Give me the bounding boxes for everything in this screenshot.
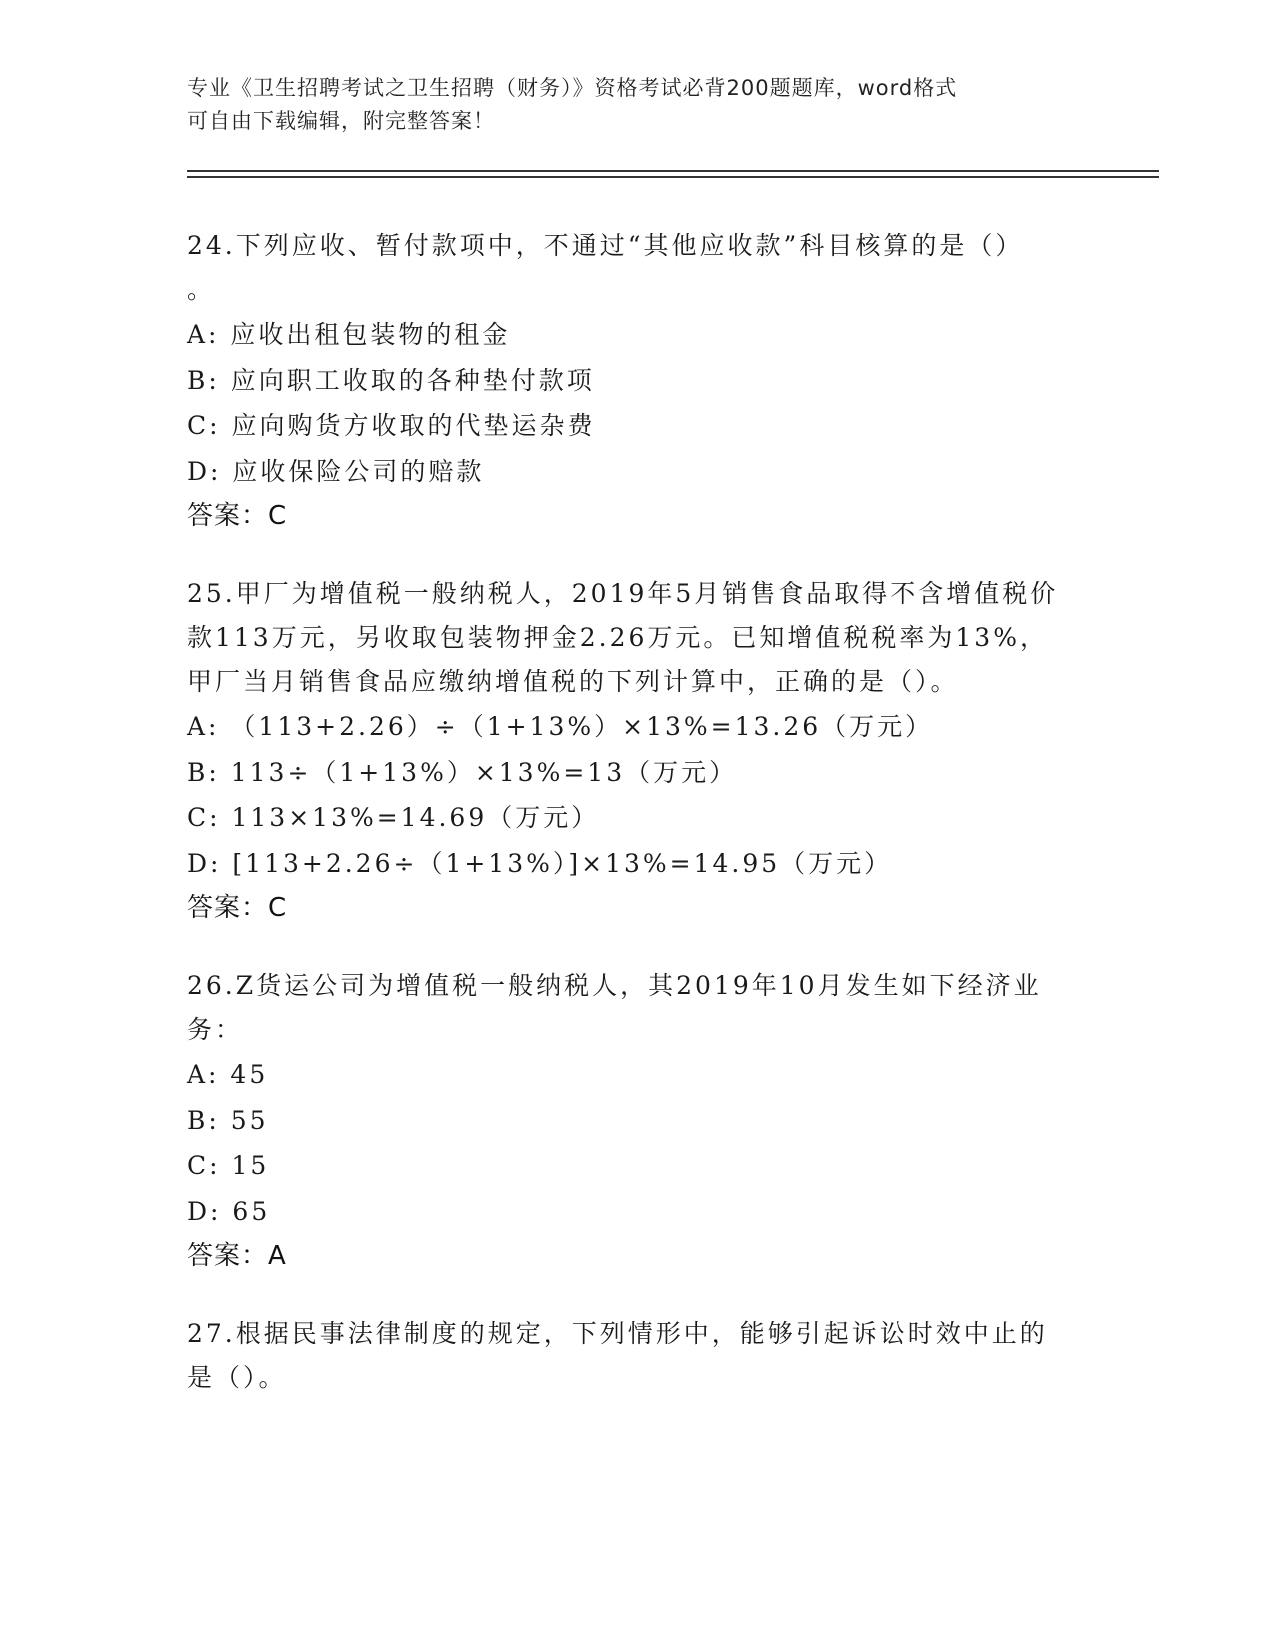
question-stem: 款113万元，另收取包装物押金2.26万元。已知增值税税率为13%， (187, 623, 1048, 652)
option-a: A: 应收出租包装物的租金 (187, 320, 511, 349)
header-divider (187, 176, 1159, 178)
question-stem: 25.甲厂为增值税一般纳税人，2019年5月销售食品取得不含增值税价 (187, 579, 1059, 608)
option-d: D: 应收保险公司的赔款 (187, 456, 485, 486)
question-stem: 是（）。 (187, 1363, 287, 1392)
question-stem: 27.根据民事法律制度的规定，下列情形中，能够引起诉讼时效中止的 (187, 1319, 1048, 1348)
header-line: 可自由下载编辑，附完整答案！ (187, 109, 495, 133)
header-line: 专业《卫生招聘考试之卫生招聘（财务）》资格考试必背200题题库，word格式 (187, 76, 958, 100)
question-27 (187, 1312, 1087, 1400)
question-stem: 26.Z货运公司为增值税一般纳税人，其2019年10月发生如下经济业 (187, 971, 1042, 1000)
option-d: D: 65 (187, 1196, 271, 1226)
answer: 答案：A (187, 1241, 287, 1271)
option-a: A: （113+2.26）÷（1+13%）×13%=13.26（万元） (187, 712, 934, 741)
option-c: C: 15 (187, 1151, 270, 1180)
question-stem: 。 (187, 275, 216, 304)
option-c: C: 应向购货方收取的代垫运杂费 (187, 411, 596, 440)
option-b: B: 应向职工收取的各种垫付款项 (187, 365, 595, 395)
question-25 (187, 572, 1087, 931)
option-a: A: 45 (187, 1060, 269, 1089)
option-d: D: [113+2.26÷（1+13%）]×13%=14.95（万元） (187, 848, 893, 878)
question-24 (187, 224, 1087, 539)
question-26 (187, 964, 1087, 1279)
header-divider (187, 170, 1159, 172)
option-b: B: 113÷（1+13%）×13%=13（万元） (187, 757, 738, 787)
question-stem: 24.下列应收、暂付款项中，不通过“其他应收款”科目核算的是（） (187, 231, 1024, 260)
document-header (187, 72, 1067, 138)
option-b: B: 55 (187, 1105, 269, 1135)
option-c: C: 113×13%=14.69（万元） (187, 803, 600, 832)
answer: 答案：C (187, 893, 288, 923)
question-stem: 务： (187, 1015, 244, 1044)
answer: 答案：C (187, 501, 288, 531)
question-stem: 甲厂当月销售食品应缴纳增值税的下列计算中，正确的是（）。 (187, 667, 959, 696)
